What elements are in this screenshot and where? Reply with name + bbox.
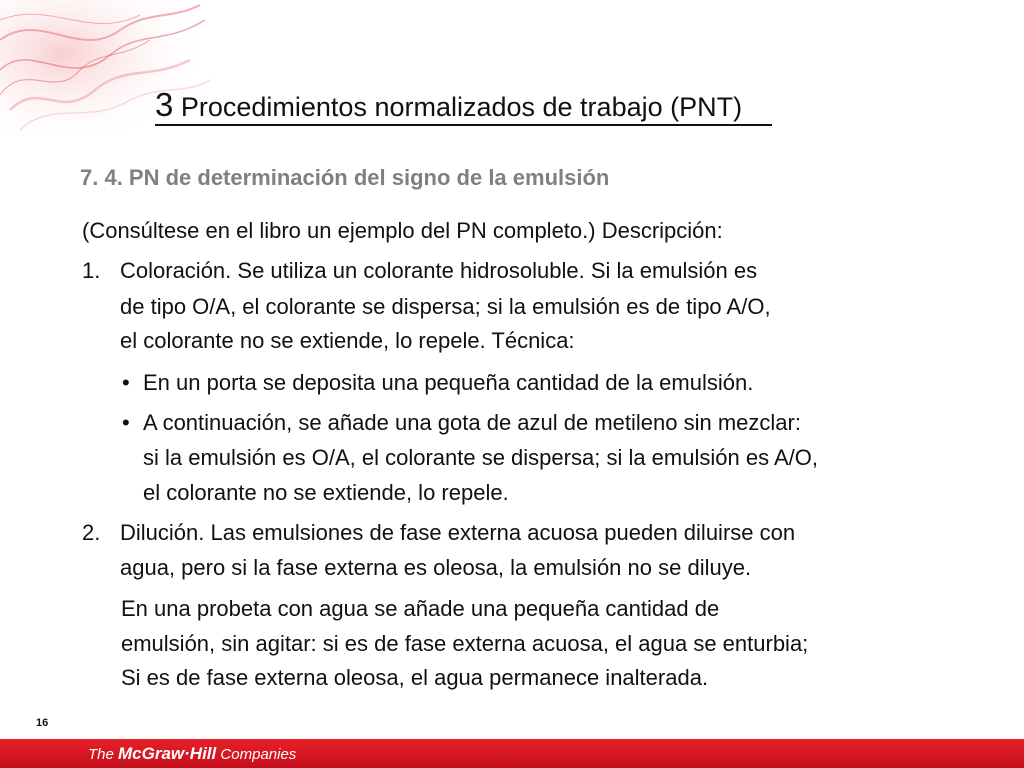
item2-paragraph-line: En una probeta con agua se añade una pequeña cantidad de xyxy=(121,596,720,621)
list-number-2: 2. xyxy=(82,520,101,545)
item1-line: Coloración. Se utiliza un colorante hidrosoluble. Si la emulsión es xyxy=(120,258,758,283)
list-number-1: 1. xyxy=(82,258,101,283)
item2-line: Dilución. Las emulsiones de fase externa acuosa pueden diluirse con xyxy=(120,520,796,545)
item2-line: agua, pero si la fase externa es oleosa, la emulsión no se diluye. xyxy=(120,555,752,580)
section-subtitle: 7. 4. PN de determinación del signo de la emulsión xyxy=(80,165,610,190)
bullet-icon: • xyxy=(122,370,130,395)
item1-line: el colorante no se extiende, lo repele. Técnica: xyxy=(120,328,575,353)
publisher-logo: The McGraw·Hill Companies xyxy=(88,744,297,763)
bullet2-line: si la emulsión es O/A, el colorante se dispersa; si la emulsión es A/O, xyxy=(143,445,818,470)
item2-paragraph-line: Si es de fase externa oleosa, el agua permanece inalterada. xyxy=(121,665,709,690)
item1-line: de tipo O/A, el colorante se dispersa; si la emulsión es de tipo A/O, xyxy=(120,294,771,319)
bullet-icon: • xyxy=(122,410,130,435)
page-number: 16 xyxy=(36,717,49,729)
bullet2-line: A continuación, se añade una gota de azul de metileno sin mezclar: xyxy=(143,410,801,435)
footer-bar xyxy=(0,739,1024,768)
title-number: 3 xyxy=(155,86,174,123)
item2-paragraph-line: emulsión, sin agitar: si es de fase externa acuosa, el agua se enturbia; xyxy=(121,631,809,656)
bullet1-line: En un porta se deposita una pequeña cantidad de la emulsión. xyxy=(143,370,754,395)
bullet2-line: el colorante no se extiende, lo repele. xyxy=(143,480,509,505)
title-text: Procedimientos normalizados de trabajo (PNT) xyxy=(173,92,743,122)
intro-text: (Consúltese en el libro un ejemplo del PN completo.) Descripción: xyxy=(82,218,723,243)
